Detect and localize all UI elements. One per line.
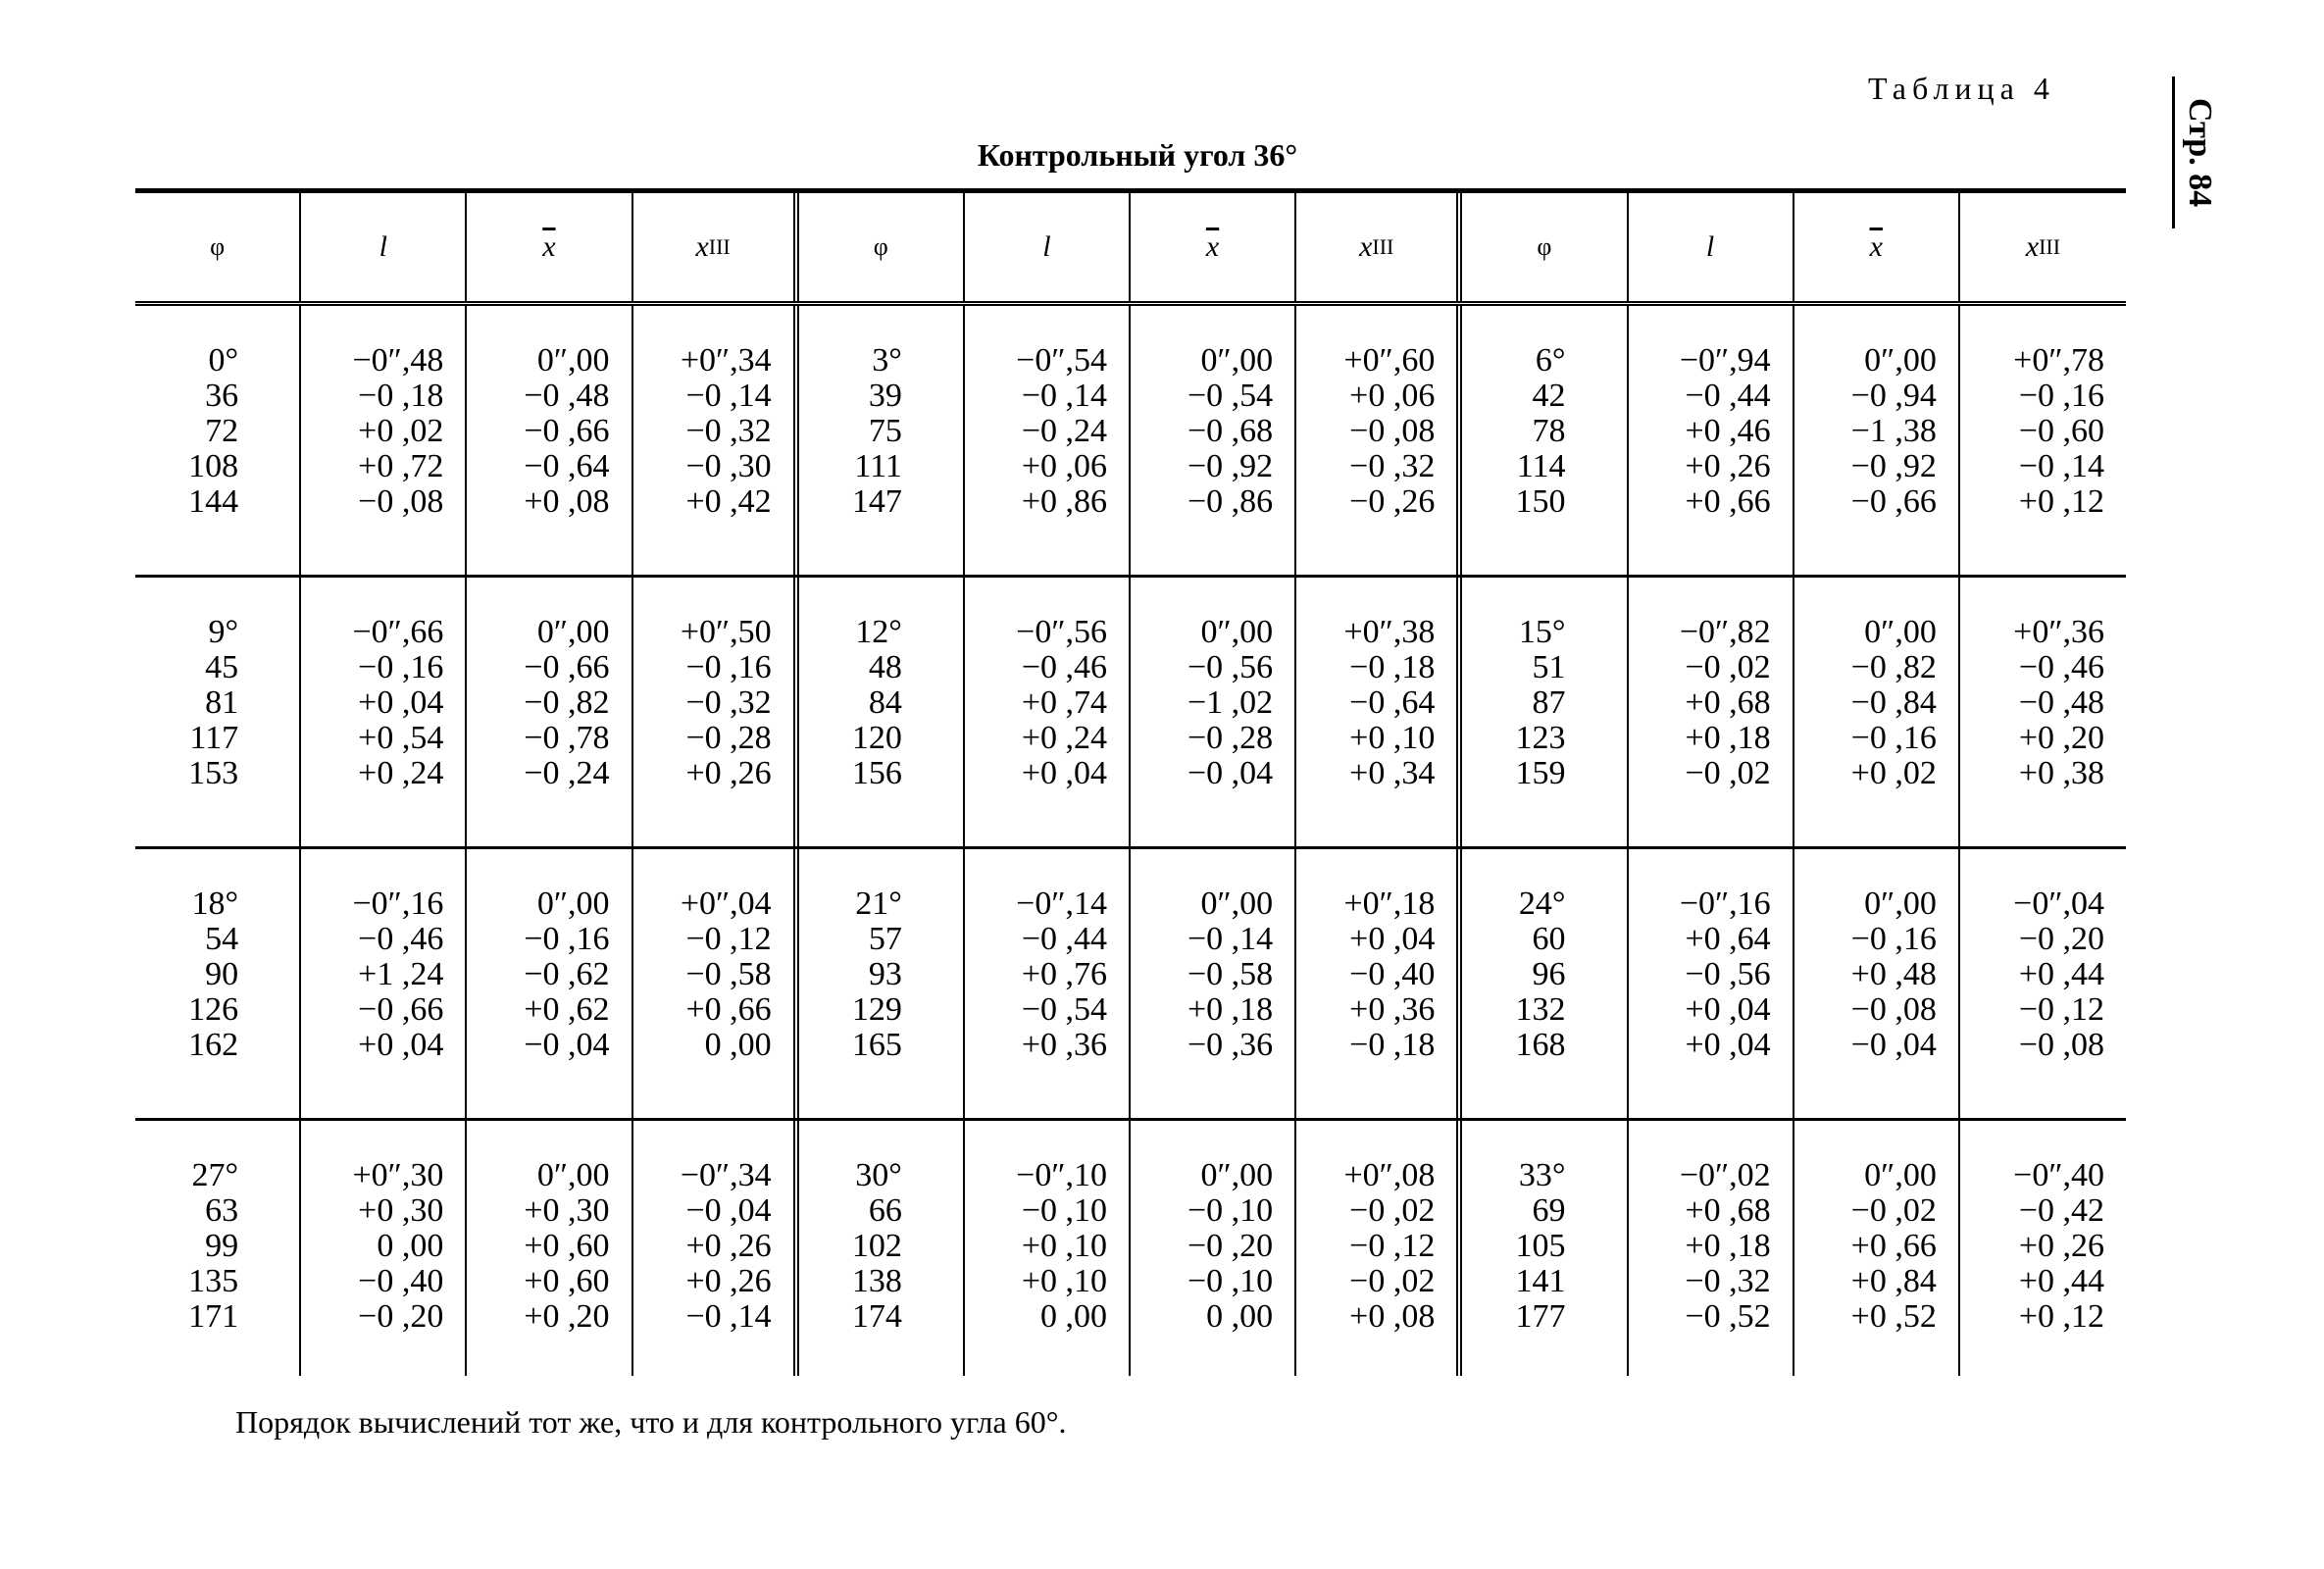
header-x-bar [1131,193,1296,301]
l-cell: −0″,10 −0 ,10 +0 ,10 +0 ,10 0 ,00 [965,1121,1131,1376]
phi-cell: 30° 66 102 138 174 [799,1121,965,1376]
x3-cell: +0″,04 −0 ,12 −0 ,58 +0 ,66 0 ,00 [633,849,799,1118]
x3-cell: +0″,18 +0 ,04 −0 ,40 +0 ,36 −0 ,18 [1296,849,1462,1118]
l-cell: −0″,16 −0 ,46 +1 ,24 −0 ,66 +0 ,04 [301,849,467,1118]
header-x3-base: x [695,230,709,263]
x-bar-cell: 0″,00 +0 ,30 +0 ,60 +0 ,60 +0 ,20 [467,1121,632,1376]
x-bar-cell: 0″,00 −0 ,56 −1 ,02 −0 ,28 −0 ,04 [1131,578,1296,846]
header-x-bar [1794,193,1960,301]
table-block [135,306,2126,578]
x3-cell: +0″,34 −0 ,14 −0 ,32 −0 ,30 +0 ,42 [633,306,799,575]
x-bar-cell: 0″,00 −0 ,16 −0 ,62 +0 ,62 −0 ,04 [467,849,632,1118]
x3-cell: +0″,36 −0 ,46 −0 ,48 +0 ,20 +0 ,38 [2013,614,2104,791]
l-cell: −0″,54 −0 ,14 −0 ,24 +0 ,06 +0 ,86 [965,306,1131,575]
phi-cell: 12° 48 84 120 156 [799,578,965,846]
phi-cell: 3° 39 75 111 147 [799,306,965,575]
x-bar-cell: 0″,00 −0 ,14 −0 ,58 +0 ,18 −0 ,36 [1131,849,1296,1118]
page-number-label: Стр. 84 [2172,76,2218,228]
l-cell: −0″,82 −0 ,02 +0 ,68 +0 ,18 −0 ,02 [1629,578,1794,846]
l-cell: −0″,56 −0 ,46 +0 ,74 +0 ,24 +0 ,04 [965,578,1131,846]
phi-cell: 18° 54 90 126 162 [135,849,301,1118]
header-l: l [965,193,1131,301]
l-cell: −0″,14 −0 ,44 +0 ,76 −0 ,54 +0 ,36 [965,849,1131,1118]
header-phi: φ [799,193,965,301]
header-phi: φ [1462,193,1628,301]
header-x3 [1296,193,1462,301]
x3-cell: −0″,34 −0 ,04 +0 ,26 +0 ,26 −0 ,14 [633,1121,799,1376]
l-cell: −0″,94 −0 ,44 +0 ,46 +0 ,26 +0 ,66 [1629,306,1794,575]
x-bar-cell: 0″,00 −0 ,48 −0 ,66 −0 ,64 +0 ,08 [467,306,632,575]
table-header-row [135,193,2126,306]
phi-cell: 24° 60 96 132 168 [1462,849,1628,1118]
data-table [135,188,2126,1376]
l-cell: −0″,48 −0 ,18 +0 ,02 +0 ,72 −0 ,08 [301,306,467,575]
header-l: l [301,193,467,301]
phi-cell: 0° 36 72 108 144 [135,306,301,575]
footer-note: Порядок вычислений тот же, что и для контрольного угла 60°. [235,1404,1067,1440]
header-x3-sup: III [708,234,731,259]
phi-cell: 15° 51 87 123 159 [1462,578,1628,846]
l-cell: −0″,66 −0 ,16 +0 ,04 +0 ,54 +0 ,24 [301,578,467,846]
table-block [135,578,2126,849]
l-cell: −0″,02 +0 ,68 +0 ,18 −0 ,32 −0 ,52 [1629,1121,1794,1376]
header-x3-sup: III [1372,234,1394,259]
phi-cell: 21° 57 93 129 165 [799,849,965,1118]
x3-cell: +0″,38 −0 ,18 −0 ,64 +0 ,10 +0 ,34 [1296,578,1462,846]
x3-cell: +0″,78 −0 ,16 −0 ,60 −0 ,14 +0 ,12 [2013,342,2104,520]
table-title: Контрольный угол 36° [977,137,1298,173]
header-x-bar-label: $\overline{x}$ [1205,230,1220,263]
x3-cell: +0″,08 −0 ,02 −0 ,12 −0 ,02 +0 ,08 [1296,1121,1462,1376]
phi-cell: 6° 42 78 114 150 [1462,306,1628,575]
header-phi: φ [135,193,301,301]
header-x3 [1960,193,2126,301]
table-number: Таблица 4 [1868,71,2055,106]
x-bar-cell: 0″,00 −0 ,54 −0 ,68 −0 ,92 −0 ,86 [1131,306,1296,575]
phi-cell: 9° 45 81 117 153 [135,578,301,846]
header-l: l [1629,193,1794,301]
x3-cell: +0″,60 +0 ,06 −0 ,08 −0 ,32 −0 ,26 [1296,306,1462,575]
table-block [135,1121,2126,1376]
x-bar-cell: 0″,00 −0 ,16 +0 ,48 −0 ,08 −0 ,04 [1794,849,1960,1118]
header-x3-sup: III [2039,234,2061,259]
x-bar-cell: 0″,00 −0 ,82 −0 ,84 −0 ,16 +0 ,02 [1794,578,1960,846]
header-x3-base: x [1359,230,1373,263]
x3-cell: +0″,50 −0 ,16 −0 ,32 −0 ,28 +0 ,26 [633,578,799,846]
table-block [135,849,2126,1121]
l-cell: +0″,30 +0 ,30 0 ,00 −0 ,40 −0 ,20 [301,1121,467,1376]
x-bar-cell: 0″,00 −0 ,10 −0 ,20 −0 ,10 0 ,00 [1131,1121,1296,1376]
header-x-bar-label: $\overline{x}$ [542,230,556,263]
header-x-bar-label: $\overline{x}$ [1869,230,1883,263]
x-bar-cell: 0″,00 −0 ,94 −1 ,38 −0 ,92 −0 ,66 [1794,306,1960,575]
header-x3 [633,193,799,301]
l-cell: −0″,16 +0 ,64 −0 ,56 +0 ,04 +0 ,04 [1629,849,1794,1118]
phi-cell: 33° 69 105 141 177 [1462,1121,1628,1376]
header-x-bar [467,193,632,301]
phi-cell: 27° 63 99 135 171 [135,1121,301,1376]
header-x3-base: x [2025,230,2040,263]
x-bar-cell: 0″,00 −0 ,02 +0 ,66 +0 ,84 +0 ,52 [1794,1121,1960,1376]
x-bar-cell: 0″,00 −0 ,66 −0 ,82 −0 ,78 −0 ,24 [467,578,632,846]
x3-cell: −0″,40 −0 ,42 +0 ,26 +0 ,44 +0 ,12 [2013,1157,2104,1335]
x3-cell: −0″,04 −0 ,20 +0 ,44 −0 ,12 −0 ,08 [2013,886,2104,1063]
